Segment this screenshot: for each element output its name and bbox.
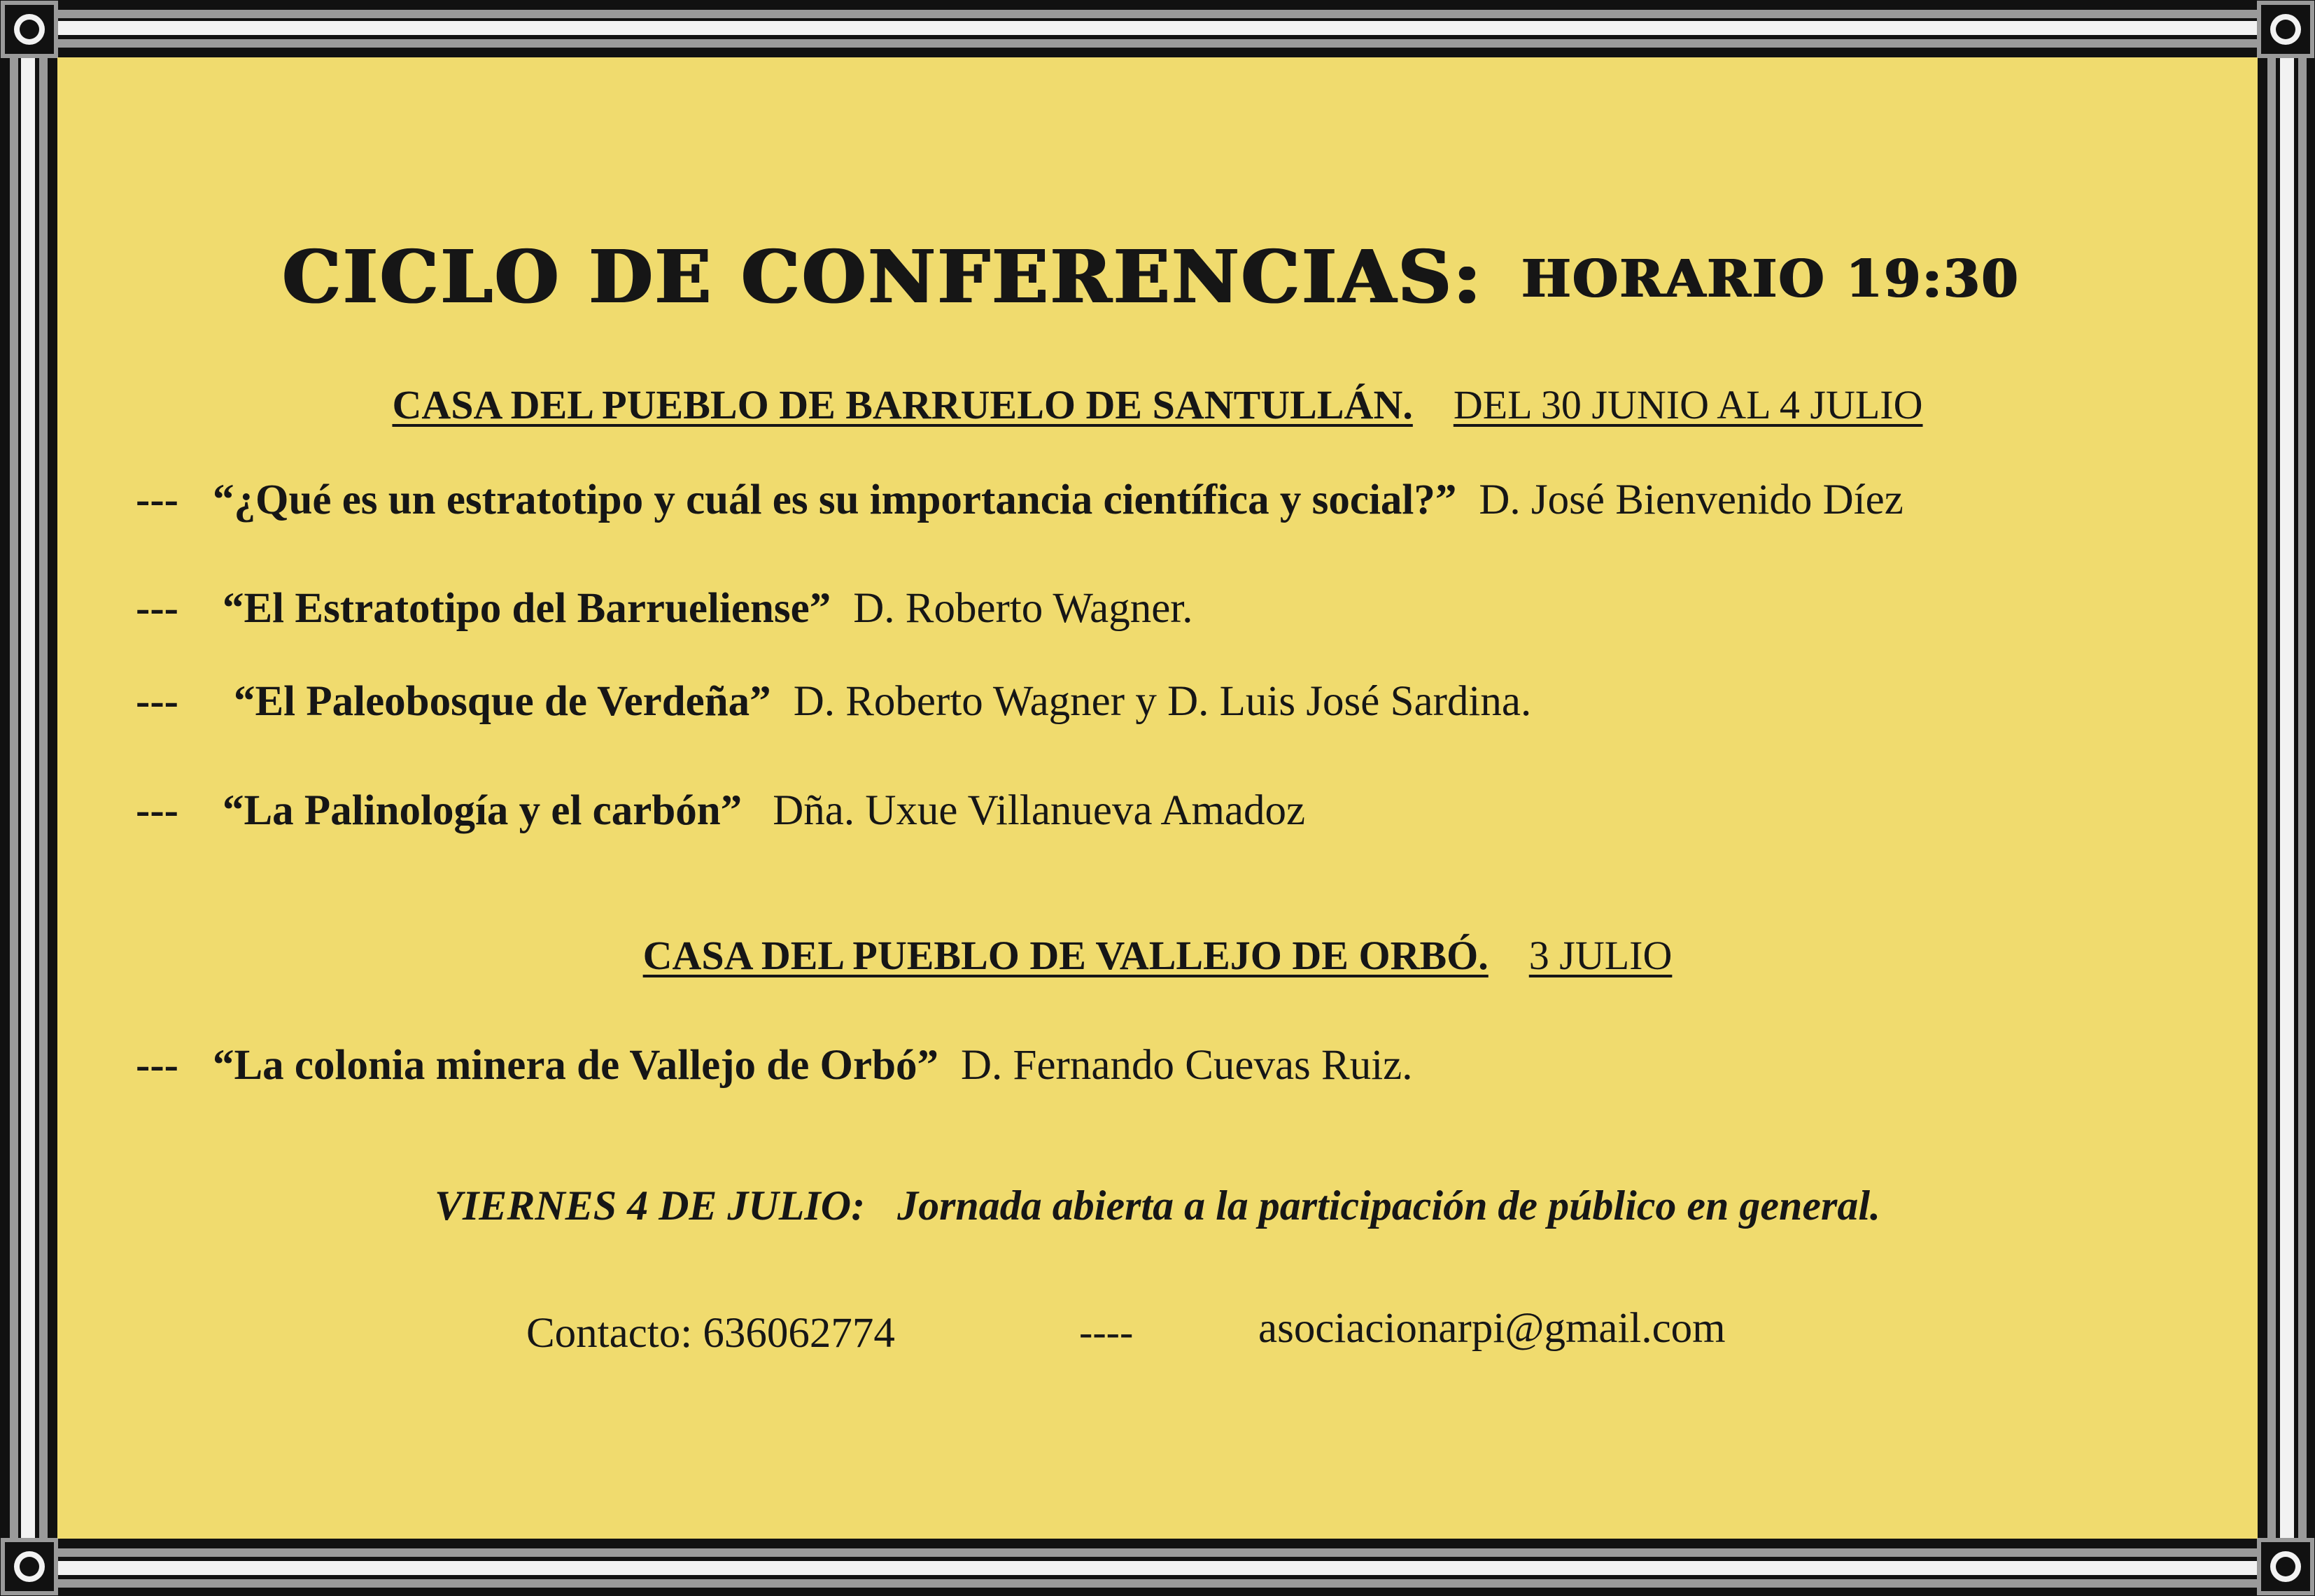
poster-panel	[57, 57, 2258, 1539]
open-day-notice	[57, 1182, 2258, 1229]
talk-title: “La colonia minera de Vallejo de Orbó”	[213, 1042, 938, 1089]
talk-item	[136, 587, 1192, 630]
poster-title: CICLO DE CONFERENCIAS:	[283, 234, 1484, 320]
bullet-dash: ---	[136, 585, 178, 632]
corner-ornament-br	[2259, 1540, 2312, 1593]
venue-heading-barruelo	[57, 382, 2258, 428]
talk-title: “El Paleobosque de Verdeña”	[234, 678, 771, 725]
talk-item	[136, 789, 1305, 832]
talk-speaker: D. Roberto Wagner.	[853, 585, 1193, 632]
venue-heading-vallejo	[57, 935, 2258, 976]
talk-speaker: D. Roberto Wagner y D. Luis José Sardina.	[793, 678, 1532, 725]
title-row	[57, 190, 2258, 330]
schedule-time: HORARIO 19:30	[1521, 249, 2020, 309]
talk-title: “El Estratotipo del Barrueliense”	[223, 585, 831, 632]
talk-title: “La Palinología y el carbón”	[223, 787, 743, 834]
corner-ornament-tl	[3, 3, 56, 56]
contact-phone: Contacto: 636062774	[526, 1310, 895, 1357]
corner-ornament-bl	[3, 1540, 56, 1593]
open-day-date: VIERNES 4 DE JULIO:	[434, 1182, 866, 1229]
bullet-dash: ---	[136, 787, 178, 834]
venue-name: CASA DEL PUEBLO DE VALLEJO DE ORBÓ.	[642, 933, 1489, 978]
venue-name: CASA DEL PUEBLO DE BARRUELO DE SANTULLÁN.	[392, 382, 1413, 428]
talk-item	[136, 1044, 1412, 1087]
venue-dates: DEL 30 JUNIO AL 4 JULIO	[1453, 382, 1923, 428]
bullet-dash: ---	[136, 678, 178, 725]
talk-speaker: D. José Bienvenido Díez	[1479, 476, 1904, 523]
talk-item	[136, 476, 1904, 523]
talk-title: “¿Qué es un estratotipo y cuál es su importancia científica y social?”	[213, 476, 1457, 523]
contact-separator: ----	[1079, 1309, 1134, 1355]
corner-ornament-tr	[2259, 3, 2312, 56]
bullet-dash: ---	[136, 1042, 178, 1089]
talk-speaker: D. Fernando Cuevas Ruiz.	[961, 1042, 1413, 1089]
open-day-note: Jornada abierta a la participación de público en general.	[897, 1182, 1881, 1229]
contact-email[interactable]: asociacionarpi@gmail.com	[1258, 1305, 1726, 1352]
bullet-dash: ---	[136, 476, 178, 523]
talk-item	[136, 680, 1531, 723]
talk-speaker: Dña. Uxue Villanueva Amadoz	[773, 787, 1306, 834]
venue-dates: 3 JULIO	[1528, 933, 1673, 978]
